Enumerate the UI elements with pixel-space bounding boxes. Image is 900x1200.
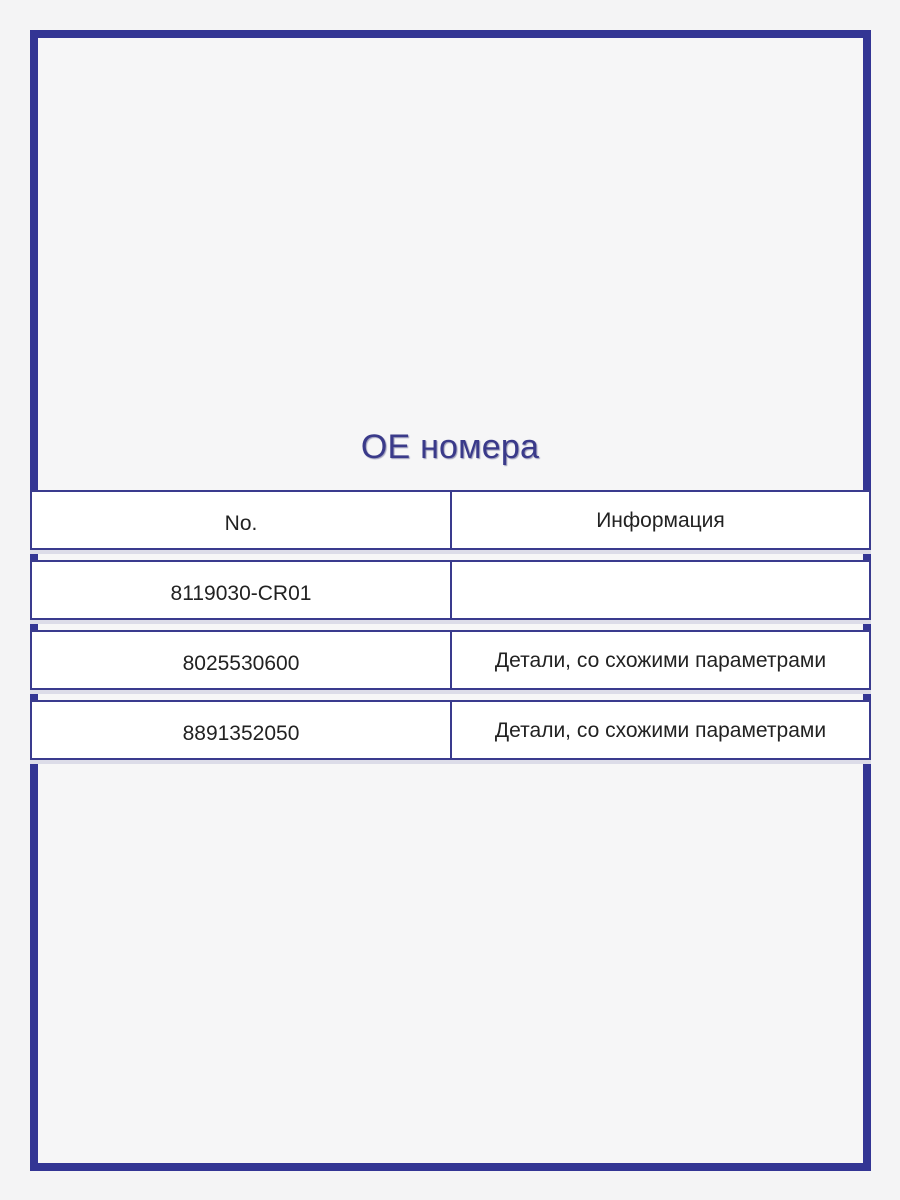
info-text: Детали, со схожими параметрами (494, 649, 827, 672)
table-row (30, 560, 871, 620)
header-no-label: No. (224, 512, 258, 535)
table-row (30, 700, 871, 760)
header-info-cell (452, 492, 869, 548)
oe-number: 8891352050 (182, 722, 300, 745)
header-info-label: Информация (596, 509, 725, 532)
info-text: Детали, со схожими параметрами (494, 719, 827, 742)
table-header-row (30, 490, 871, 550)
oe-number-cell (32, 562, 452, 618)
oe-number-cell (32, 632, 452, 688)
info-cell (452, 632, 869, 688)
oe-number: 8119030-CR01 (170, 582, 312, 605)
page-title: OE номера (360, 428, 540, 466)
info-cell (452, 702, 869, 758)
info-cell (452, 562, 869, 618)
oe-number-cell (32, 702, 452, 758)
oe-number: 8025530600 (182, 652, 300, 675)
table-row (30, 630, 871, 690)
header-no-cell (32, 492, 452, 548)
